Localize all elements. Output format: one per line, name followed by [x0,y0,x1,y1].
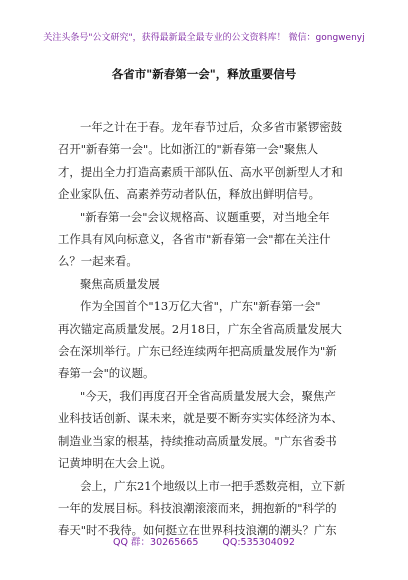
paragraph-line: 召开"新春第一会"。比如浙江的"新春第一会"聚焦人 [58,142,319,157]
footer [0,534,408,548]
paragraph-line: 业科技话创新、谋未来，就是要不断夯实实体经济为本、 [58,411,343,426]
paragraph-line: 春第一会"的议题。 [58,366,155,381]
paragraph-line: 作为全国首个"13万亿大省"，广东"新春第一会" [80,299,321,314]
paragraph-line: 工作具有风向标意义，各省市"新春第一会"都在关注什 [58,232,331,247]
heading-text: 聚焦高质量发展 [80,276,160,291]
header-banner: 关注头条号"公文研究"，获得最新最全最专业的公文资料库！ 微信：gongwenyj [43,33,365,43]
paragraph-line: "新春第一会"会议规格高、议题重要，对当地全年 [80,209,330,224]
paragraph [58,116,360,206]
paragraph [58,295,360,385]
article-title: 各省市"新春第一会"，释放重要信号 [111,67,297,81]
paragraph [58,475,360,542]
paragraph-line: 才，提出全力打造高素质干部队伍、高水平创新型人才和 [58,164,343,179]
paragraph-line: 么？一起来看。 [58,254,138,269]
footer-qq: QQ:535304092 [222,537,295,548]
paragraph-line: 再次锚定高质量发展。2月18日，广东全省高质量发展大 [58,321,342,336]
paragraph-line: 会在深圳举行。广东已经连续两年把高质量发展作为"新 [58,344,337,359]
paragraph-line: 企业家队伍、高素养劳动者队伍，释放出鲜明信号。 [58,187,320,202]
paragraph-line: 会上，广东21个地级以上市一把手悉数亮相，立下新 [80,478,346,493]
article-body [58,116,360,542]
paragraph [58,385,360,475]
paragraph-line: 一年的发展目标。科技浪潮滚滚而来，拥抱新的"科学的 [58,500,337,515]
footer-qq-group: QQ 群：30265665 [113,537,199,548]
section-heading [58,273,360,295]
paragraph-line: 制造业当家的根基，持续推动高质量发展。"广东省委书 [58,433,337,448]
paragraph-line: 春天"时不我待。如何挺立在世界科技浪潮的潮头？广东 [58,523,337,538]
paragraph [58,206,360,273]
paragraph-line: "今天，我们再度召开全省高质量发展大会，聚焦产 [80,388,336,403]
paragraph-line: 记黄坤明在大会上说。 [58,456,172,471]
paragraph-line: 一年之计在于春。龙年春节过后，众多省市紧锣密鼓 [80,120,342,134]
